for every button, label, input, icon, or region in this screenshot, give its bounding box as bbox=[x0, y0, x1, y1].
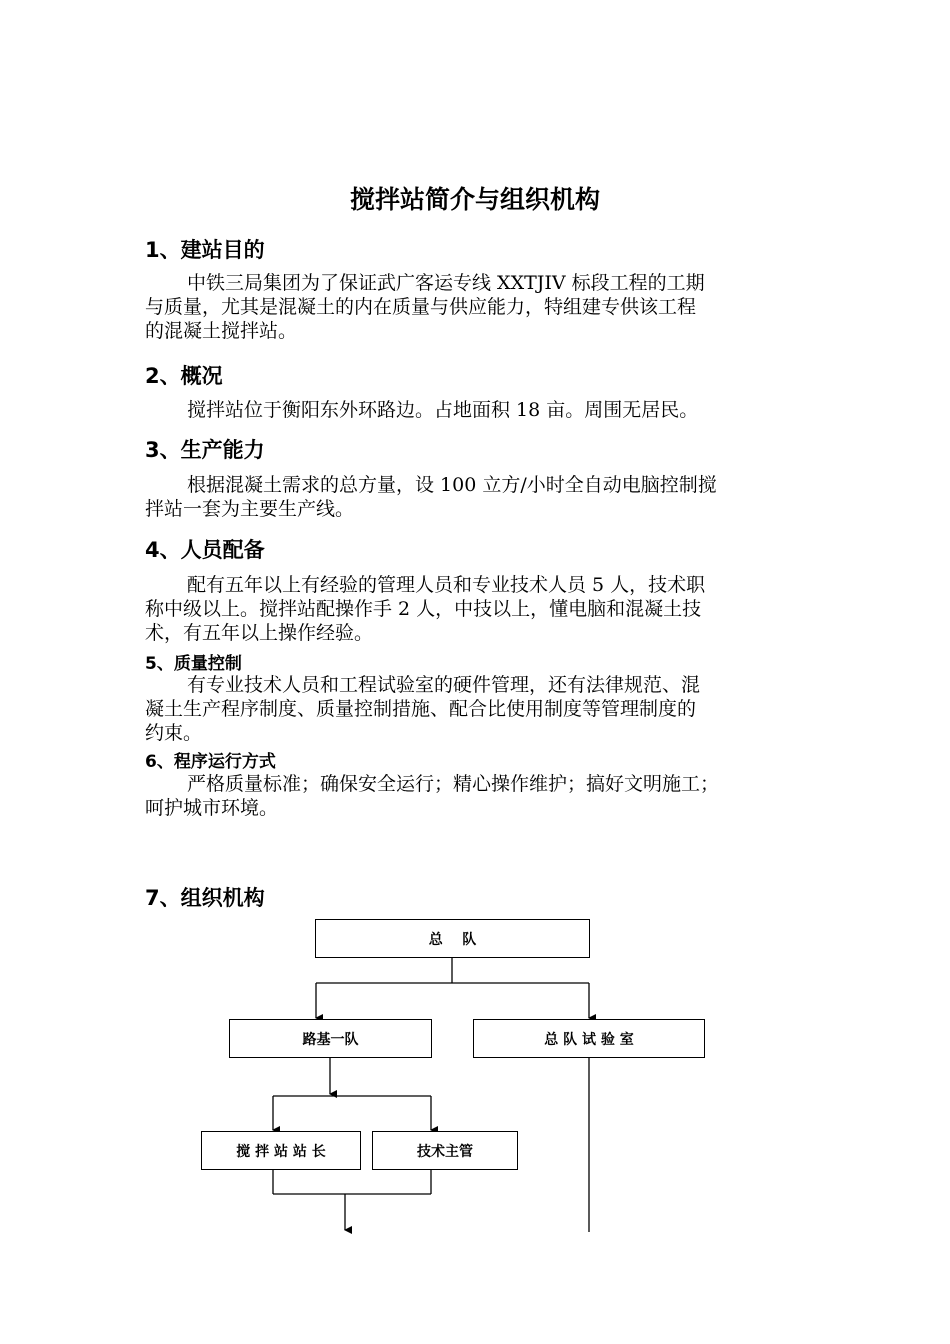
section-heading-2: 2、概况 bbox=[145, 364, 223, 388]
org-box-roadbed-team: 路基一队 bbox=[229, 1019, 432, 1058]
body-line: 约束。 bbox=[145, 722, 203, 744]
section-heading-7: 7、组织机构 bbox=[145, 886, 265, 910]
org-box-station-chief: 搅 拌 站 站 长 bbox=[201, 1131, 361, 1170]
body-line: 中铁三局集团为了保证武广客运专线 XXTJIV 标段工程的工期 bbox=[187, 272, 705, 294]
section-heading-4: 4、人员配备 bbox=[145, 538, 265, 562]
body-line: 术，有五年以上操作经验。 bbox=[145, 622, 374, 644]
section-heading-3: 3、生产能力 bbox=[145, 438, 265, 462]
org-box-lab: 总 队 试 验 室 bbox=[473, 1019, 705, 1058]
body-line: 称中级以上。搅拌站配操作手 2 人，中技以上，懂电脑和混凝土技 bbox=[145, 598, 702, 620]
body-line: 搅拌站位于衡阳东外环路边。占地面积 18 亩。周围无居民。 bbox=[187, 399, 699, 421]
body-line: 配有五年以上有经验的管理人员和专业技术人员 5 人，技术职 bbox=[187, 574, 706, 596]
page-title: 搅拌站简介与组织机构 bbox=[349, 185, 600, 214]
section-heading-5: 5、质量控制 bbox=[145, 654, 242, 674]
body-line: 根据混凝土需求的总方量，设 100 立方/小时全自动电脑控制搅 bbox=[187, 474, 717, 496]
body-line: 有专业技术人员和工程试验室的硬件管理，还有法律规范、混 bbox=[187, 674, 701, 696]
org-box-tech-supervisor: 技术主管 bbox=[372, 1131, 518, 1170]
body-line: 呵护城市环境。 bbox=[145, 797, 279, 819]
body-line: 的混凝土搅拌站。 bbox=[145, 320, 298, 342]
section-heading-1: 1、建站目的 bbox=[145, 238, 265, 262]
section-heading-6: 6、程序运行方式 bbox=[145, 752, 276, 772]
body-line: 与质量，尤其是混凝土的内在质量与供应能力，特组建专供该工程 bbox=[145, 296, 697, 318]
org-box-headquarters: 总 队 bbox=[315, 919, 590, 958]
body-line: 拌站一套为主要生产线。 bbox=[145, 498, 355, 520]
body-line: 凝土生产程序制度、质量控制措施、配合比使用制度等管理制度的 bbox=[145, 698, 697, 720]
body-line: 严格质量标准；确保安全运行；精心操作维护；搞好文明施工； bbox=[187, 773, 720, 795]
